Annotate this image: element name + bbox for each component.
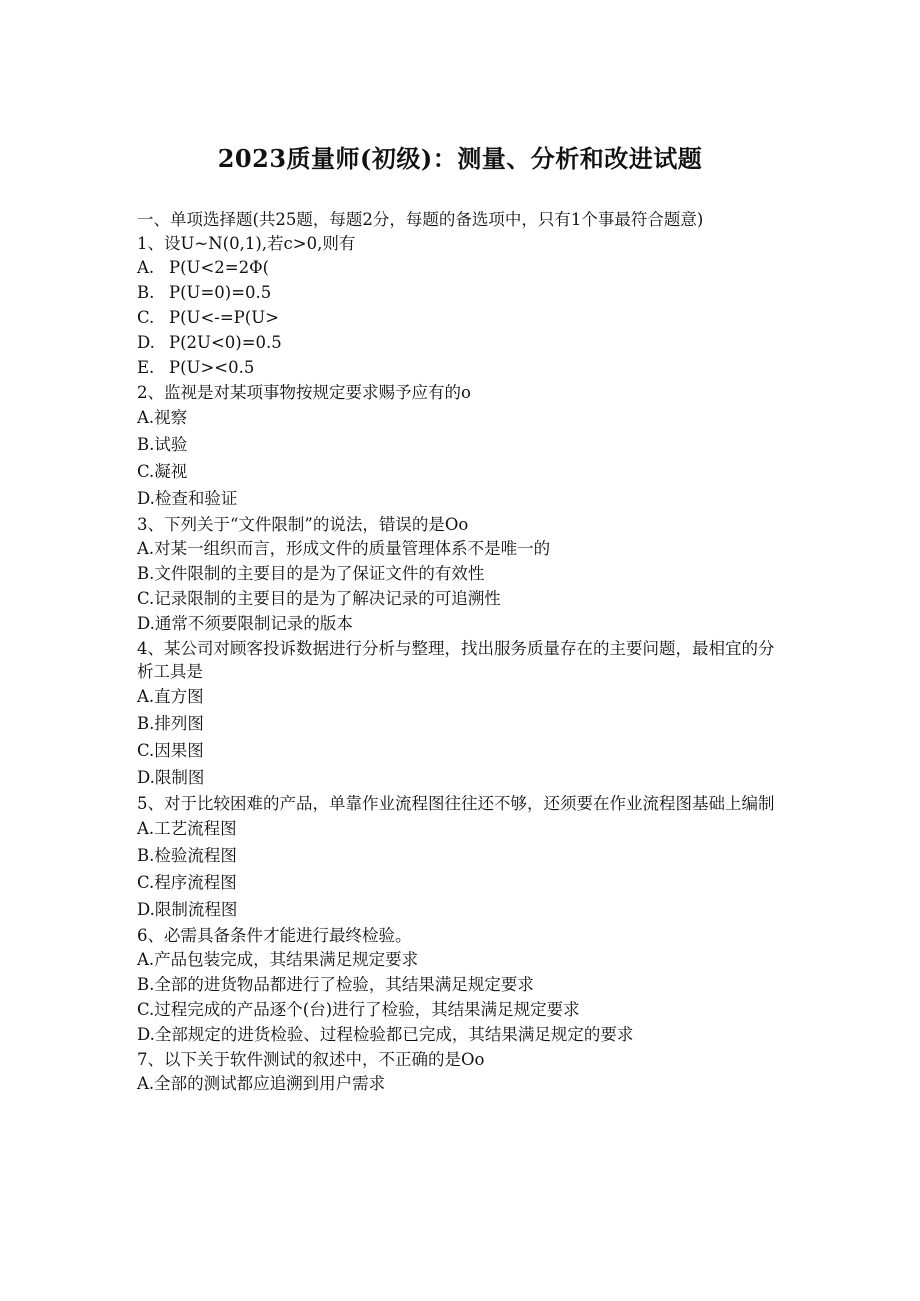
option-c (137, 586, 787, 611)
question-2 (137, 381, 787, 512)
option-e (137, 355, 787, 380)
question-stem: 2、监视是对某项事物按规定要求赐予应有的o (137, 383, 471, 402)
option-d (137, 896, 787, 923)
option-b (137, 710, 787, 737)
question-5 (137, 792, 787, 923)
option-letter: A. (137, 687, 155, 706)
option-text: P(2U<0)=0.5 (169, 333, 282, 352)
option-text: 文件限制的主要目的是为了保证文件的有效性 (154, 564, 485, 583)
option-text: P(U=0)=0.5 (169, 283, 272, 302)
option-a (137, 536, 787, 561)
option-a (137, 947, 787, 972)
option-text: 通常不须要限制记录的版本 (154, 614, 353, 633)
option-b (137, 842, 787, 869)
option-text: P(U><0.5 (169, 358, 255, 377)
option-letter: D. (137, 900, 155, 919)
option-letter: B. (137, 714, 155, 733)
option-text: 检验流程图 (154, 846, 237, 865)
option-a (137, 683, 787, 710)
option-a (137, 1071, 787, 1096)
option-letter: E. (137, 358, 155, 377)
question-stem: 6、必需具备条件才能进行最终检验。 (137, 926, 412, 945)
question-3 (137, 513, 787, 636)
question-stem: 1、设U~N(0,1),若c>0,则有 (137, 234, 356, 253)
question-6 (137, 924, 787, 1047)
option-letter: C. (137, 462, 155, 481)
option-text: 试验 (154, 435, 188, 454)
option-c (137, 458, 787, 485)
option-letter: C. (137, 589, 155, 608)
option-text: 检查和验证 (154, 489, 238, 508)
document-body (137, 208, 787, 1096)
option-text: 直方图 (154, 687, 204, 706)
option-c (137, 869, 787, 896)
option-text: P(U<-=P(U> (169, 308, 279, 327)
option-a (137, 815, 787, 842)
option-text: 排列图 (154, 714, 204, 733)
option-letter: A. (137, 1074, 155, 1093)
option-letter: A. (137, 819, 155, 838)
option-letter: B. (137, 846, 155, 865)
question-1 (137, 232, 787, 380)
option-text: 凝视 (154, 462, 188, 481)
option-letter: C. (137, 873, 155, 892)
option-text: 视察 (154, 408, 188, 427)
document-title: 2023质量师(初级)：测量、分析和改进试题 (217, 144, 703, 173)
option-text: 全部的测试都应追溯到用户需求 (154, 1074, 386, 1093)
option-d (137, 611, 787, 636)
option-letter: D. (137, 489, 155, 508)
option-a (137, 404, 787, 431)
question-7 (137, 1048, 787, 1096)
option-letter: D. (137, 1025, 155, 1044)
option-a (137, 255, 787, 280)
option-letter: B. (137, 975, 155, 994)
option-letter: B. (137, 283, 155, 302)
option-text: 产品包装完成，其结果满足规定要求 (154, 950, 419, 969)
option-b (137, 561, 787, 586)
option-letter: A. (137, 950, 155, 969)
option-d (137, 485, 787, 512)
option-b (137, 280, 787, 305)
option-letter: B. (137, 564, 155, 583)
question-stem: 4、某公司对顾客投诉数据进行分析与整理，找出服务质量存在的主要问题，最相宜的分析工具是 (137, 639, 775, 681)
section-heading: 一、单项选择题(共25题，每题2分，每题的备选项中，只有1个事最符合题意) (137, 210, 704, 229)
option-letter: B. (137, 435, 155, 454)
option-text: 限制流程图 (154, 900, 238, 919)
question-stem: 3、下列关于“文件限制”的说法，错误的是Oo (137, 515, 469, 534)
question-stem: 7、以下关于软件测试的叙述中，不正确的是Oo (137, 1050, 485, 1069)
question-4 (137, 637, 787, 791)
option-text: 程序流程图 (154, 873, 237, 892)
option-text: P(U<2=2Φ( (169, 258, 270, 277)
option-c (137, 997, 787, 1022)
option-text: 工艺流程图 (154, 819, 237, 838)
option-letter: C. (137, 741, 155, 760)
option-text: 对某一组织而言，形成文件的质量管理体系不是唯一的 (154, 539, 551, 558)
option-letter: A. (137, 408, 155, 427)
option-text: 过程完成的产品逐个(台)进行了检验，其结果满足规定要求 (154, 1000, 580, 1019)
option-d (137, 764, 787, 791)
option-text: 全部规定的进货检验、过程检验都已完成，其结果满足规定的要求 (154, 1025, 634, 1044)
option-text: 全部的进货物品都进行了检验，其结果满足规定要求 (154, 975, 534, 994)
option-text: 因果图 (154, 741, 204, 760)
question-stem: 5、对于比较困难的产品，单靠作业流程图往往还不够，还须要在作业流程图基础上编制 (137, 794, 775, 813)
option-letter: A. (137, 539, 155, 558)
option-d (137, 330, 787, 355)
option-letter: A. (137, 258, 155, 277)
option-text: 限制图 (154, 768, 205, 787)
option-letter: D. (137, 614, 155, 633)
option-letter: D. (137, 333, 155, 352)
option-c (137, 737, 787, 764)
option-letter: C. (137, 1000, 155, 1019)
option-c (137, 305, 787, 330)
option-b (137, 972, 787, 997)
option-b (137, 431, 787, 458)
option-letter: D. (137, 768, 155, 787)
option-d (137, 1022, 787, 1047)
option-letter: C. (137, 308, 155, 327)
option-text: 记录限制的主要目的是为了解决记录的可追溯性 (154, 589, 501, 608)
